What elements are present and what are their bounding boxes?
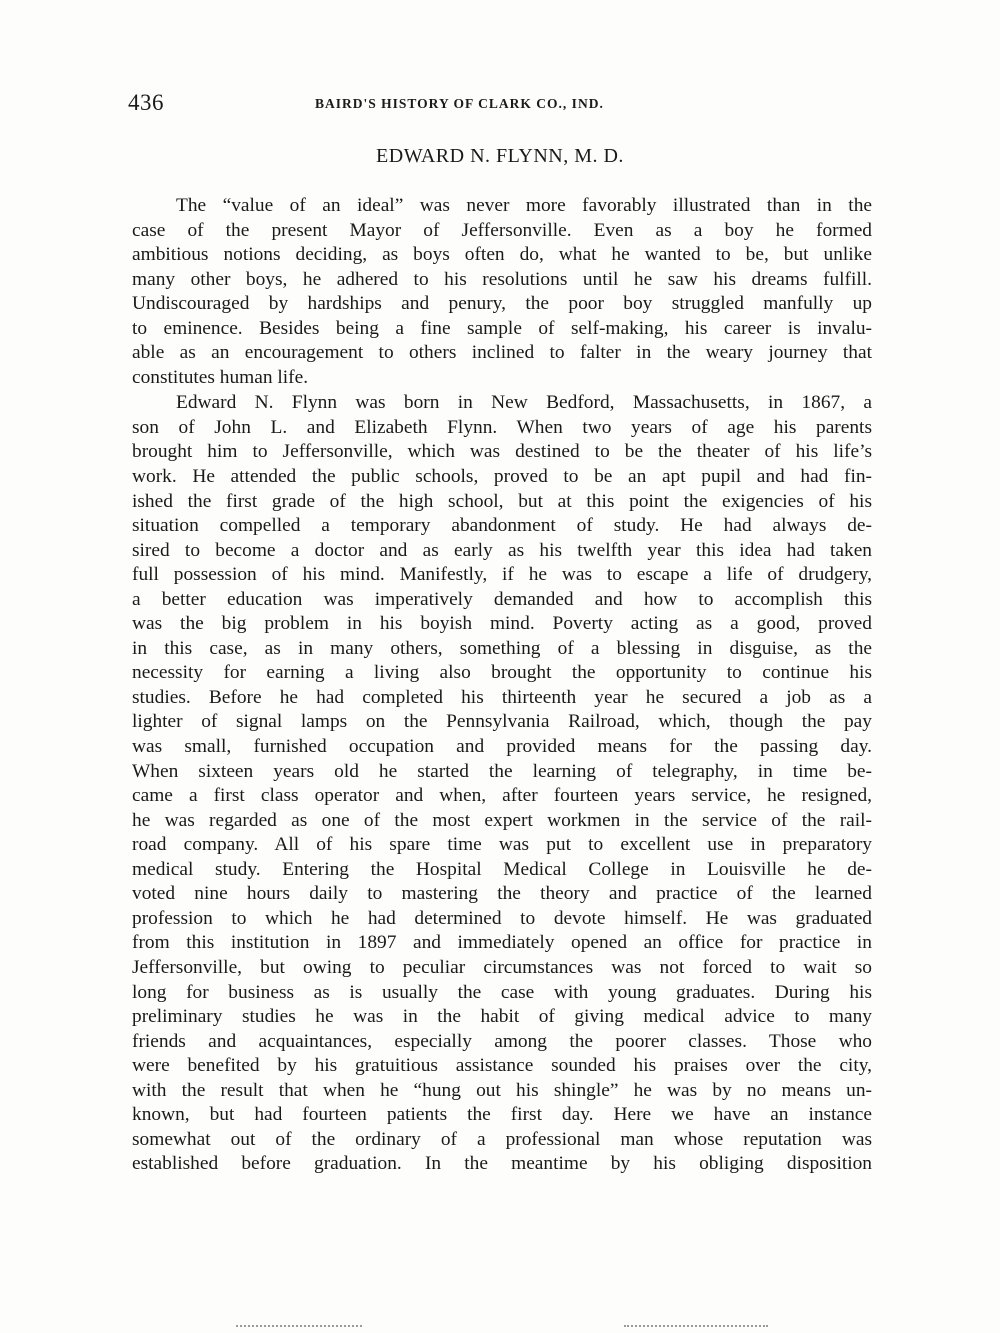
page-number: 436 bbox=[128, 90, 164, 115]
text-line: to eminence. Besides being a fine sample of self-making, his career is invalu- bbox=[132, 317, 872, 339]
text-line: came a first class operator and when, after fourteen years service, he resigned, bbox=[132, 785, 872, 807]
text-line: somewhat out of the ordinary of a professional man whose reputation was bbox=[132, 1128, 872, 1150]
text-line: from this institution in 1897 and immediately opened an office for practice in bbox=[132, 932, 872, 954]
running-head bbox=[128, 90, 880, 120]
text-line: able as an encouragement to others inclined to falter in the weary journey that bbox=[132, 342, 872, 364]
paragraph bbox=[132, 194, 872, 390]
article-title: EDWARD N. FLYNN, M. D. bbox=[376, 145, 624, 167]
text-line: The “value of an ideal” was never more favorably illustrated than in the bbox=[176, 195, 872, 216]
text-line: work. He attended the public schools, proved to be an apt pupil and had fin- bbox=[132, 466, 872, 488]
footer-mark-left bbox=[236, 1325, 362, 1329]
running-title: BAIRD'S HISTORY OF CLARK CO., IND. bbox=[315, 96, 604, 111]
text-line: situation compelled a temporary abandonment of study. He had always de- bbox=[132, 515, 872, 537]
text-line: When sixteen years old he started the learning of telegraphy, in time be- bbox=[132, 760, 872, 782]
text-line: long for business as is usually the case with young graduates. During his bbox=[132, 981, 872, 1003]
text-line: studies. Before he had completed his thirteenth year he secured a job as a bbox=[132, 686, 872, 708]
text-line: constitutes human life. bbox=[132, 366, 309, 388]
text-line: many other boys, he adhered to his resolutions until he saw his dreams fulfill. bbox=[132, 268, 872, 290]
text-line: a better education was imperatively demanded and how to accomplish this bbox=[132, 588, 872, 610]
text-line: full possession of his mind. Manifestly, if he was to escape a life of drudgery, bbox=[132, 564, 872, 586]
text-line: was small, furnished occupation and provided means for the passing day. bbox=[132, 736, 872, 758]
text-line: Undiscouraged by hardships and penury, the poor boy struggled manfully up bbox=[132, 293, 872, 315]
article-body bbox=[132, 194, 872, 1178]
text-line: lighter of signal lamps on the Pennsylvania Railroad, which, though the pay bbox=[132, 711, 872, 733]
text-line: ished the first grade of the high school, but at this point the exigencies of his bbox=[132, 490, 872, 512]
text-line: known, but had fourteen patients the first day. Here we have an instance bbox=[132, 1104, 872, 1126]
text-line: preliminary studies he was in the habit of giving medical advice to many bbox=[132, 1006, 872, 1028]
text-line: friends and acquaintances, especially among the poorer classes. Those who bbox=[132, 1030, 872, 1052]
text-line: road company. All of his spare time was put to excellent use in preparatory bbox=[132, 834, 872, 856]
text-line: brought him to Jeffersonville, which was destined to be the theater of his life’s bbox=[132, 441, 872, 463]
text-line: necessity for earning a living also brought the opportunity to continue his bbox=[132, 662, 872, 684]
text-line: sired to become a doctor and as early as his twelfth year this idea had taken bbox=[132, 539, 872, 561]
text-line: ambitious notions deciding, as boys often do, what he wanted to be, but unlike bbox=[132, 244, 872, 266]
text-line: case of the present Mayor of Jeffersonville. Even as a boy he formed bbox=[132, 219, 872, 241]
text-line: medical study. Entering the Hospital Medical College in Louisville he de- bbox=[132, 858, 872, 880]
footer-mark-right bbox=[624, 1325, 768, 1329]
text-line: in this case, as in many others, something of a blessing in disguise, as the bbox=[132, 637, 872, 659]
text-line: voted nine hours daily to mastering the theory and practice of the learned bbox=[132, 883, 872, 905]
text-line: was the big problem in his boyish mind. Poverty acting as a good, proved bbox=[132, 613, 872, 635]
footer-scan-marks bbox=[0, 1325, 1000, 1331]
text-line: Jeffersonville, but owing to peculiar circumstances was not forced to wait so bbox=[132, 956, 872, 978]
text-line: were benefited by his gratuitious assistance sounded his praises over the city, bbox=[132, 1055, 872, 1077]
text-line: with the result that when he “hung out his shingle” he was by no means un- bbox=[132, 1079, 872, 1101]
text-line: profession to which he had determined to devote himself. He was graduated bbox=[132, 907, 872, 929]
paragraph bbox=[132, 391, 872, 1177]
text-line: established before graduation. In the meantime by his obliging disposition bbox=[132, 1153, 872, 1175]
text-line: Edward N. Flynn was born in New Bedford, Massachusetts, in 1867, a bbox=[176, 392, 872, 414]
text-line: son of John L. and Elizabeth Flynn. When two years of age his parents bbox=[132, 416, 872, 438]
text-line: he was regarded as one of the most expert workmen in the service of the rail- bbox=[132, 809, 872, 831]
